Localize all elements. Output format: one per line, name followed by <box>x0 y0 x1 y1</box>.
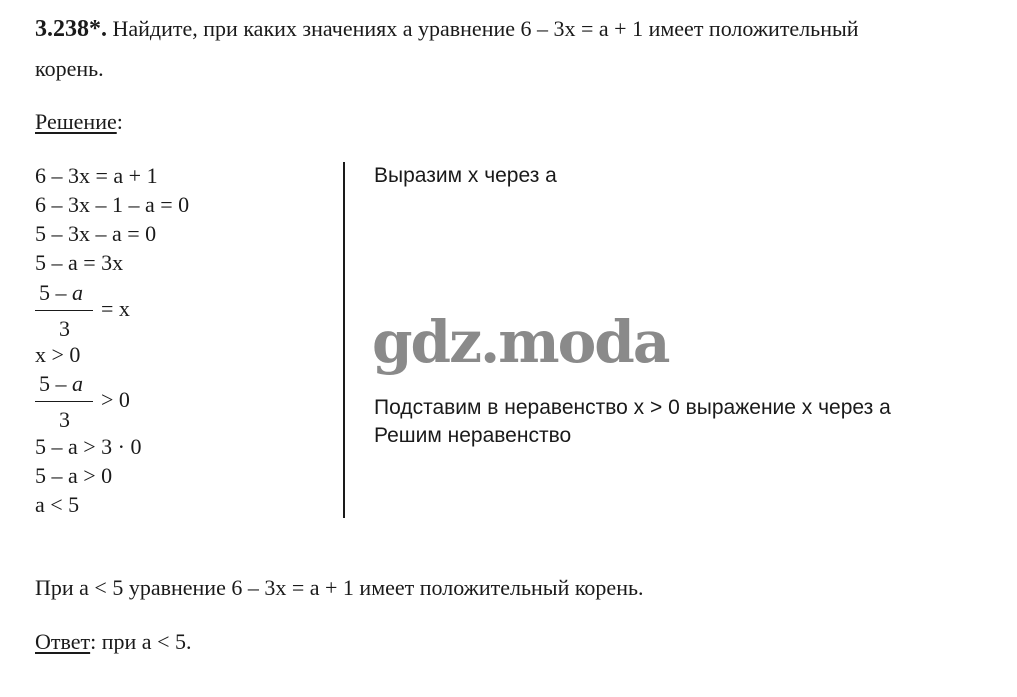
step-final-3: a < 5 <box>35 492 80 517</box>
comment-express: Выразим x через a <box>374 164 557 187</box>
answer-text: : при a < 5. <box>90 629 192 654</box>
fraction-numerator: 5 – a <box>39 371 83 396</box>
step-3: 5 – 3x – a = 0 <box>35 221 157 246</box>
comment-solve: Решим неравенство <box>374 424 572 447</box>
conclusion: При a < 5 уравнение 6 – 3x = a + 1 имеет положительный корень. <box>35 575 644 600</box>
column-divider <box>343 162 345 518</box>
fraction-numerator: 5 – a <box>39 280 83 305</box>
task-number: 3.238*. <box>35 16 107 42</box>
step-2: 6 – 3x – 1 – a = 0 <box>35 192 190 217</box>
step-x-positive: x > 0 <box>35 342 81 367</box>
step-1: 6 – 3x = a + 1 <box>35 163 158 188</box>
task-text: Найдите, при каких значениях a уравнение 6 – 3x = a + 1 имеет положительный <box>112 16 859 41</box>
fraction-bar <box>35 310 93 311</box>
solution-heading-label: Решение <box>35 109 117 134</box>
fraction-rhs: > 0 <box>101 387 130 412</box>
answer <box>35 629 191 655</box>
answer-label: Ответ <box>35 629 91 654</box>
fraction-bar <box>35 401 93 402</box>
comment-substitute: Подставим в неравенство x > 0 выражение x через a <box>374 396 891 419</box>
fraction-denominator: 3 <box>59 407 70 432</box>
step-final-2: 5 – a > 0 <box>35 463 113 488</box>
step-final-1: 5 – a > 3 · 0 <box>35 434 142 459</box>
fraction-denominator: 3 <box>59 316 70 341</box>
fraction-rhs: = x <box>101 296 130 321</box>
solution-heading-colon: : <box>116 109 123 134</box>
task-statement-line2: корень. <box>35 56 104 81</box>
watermark-logo: gdz.moda <box>372 308 669 376</box>
step-4: 5 – a = 3x <box>35 250 124 275</box>
